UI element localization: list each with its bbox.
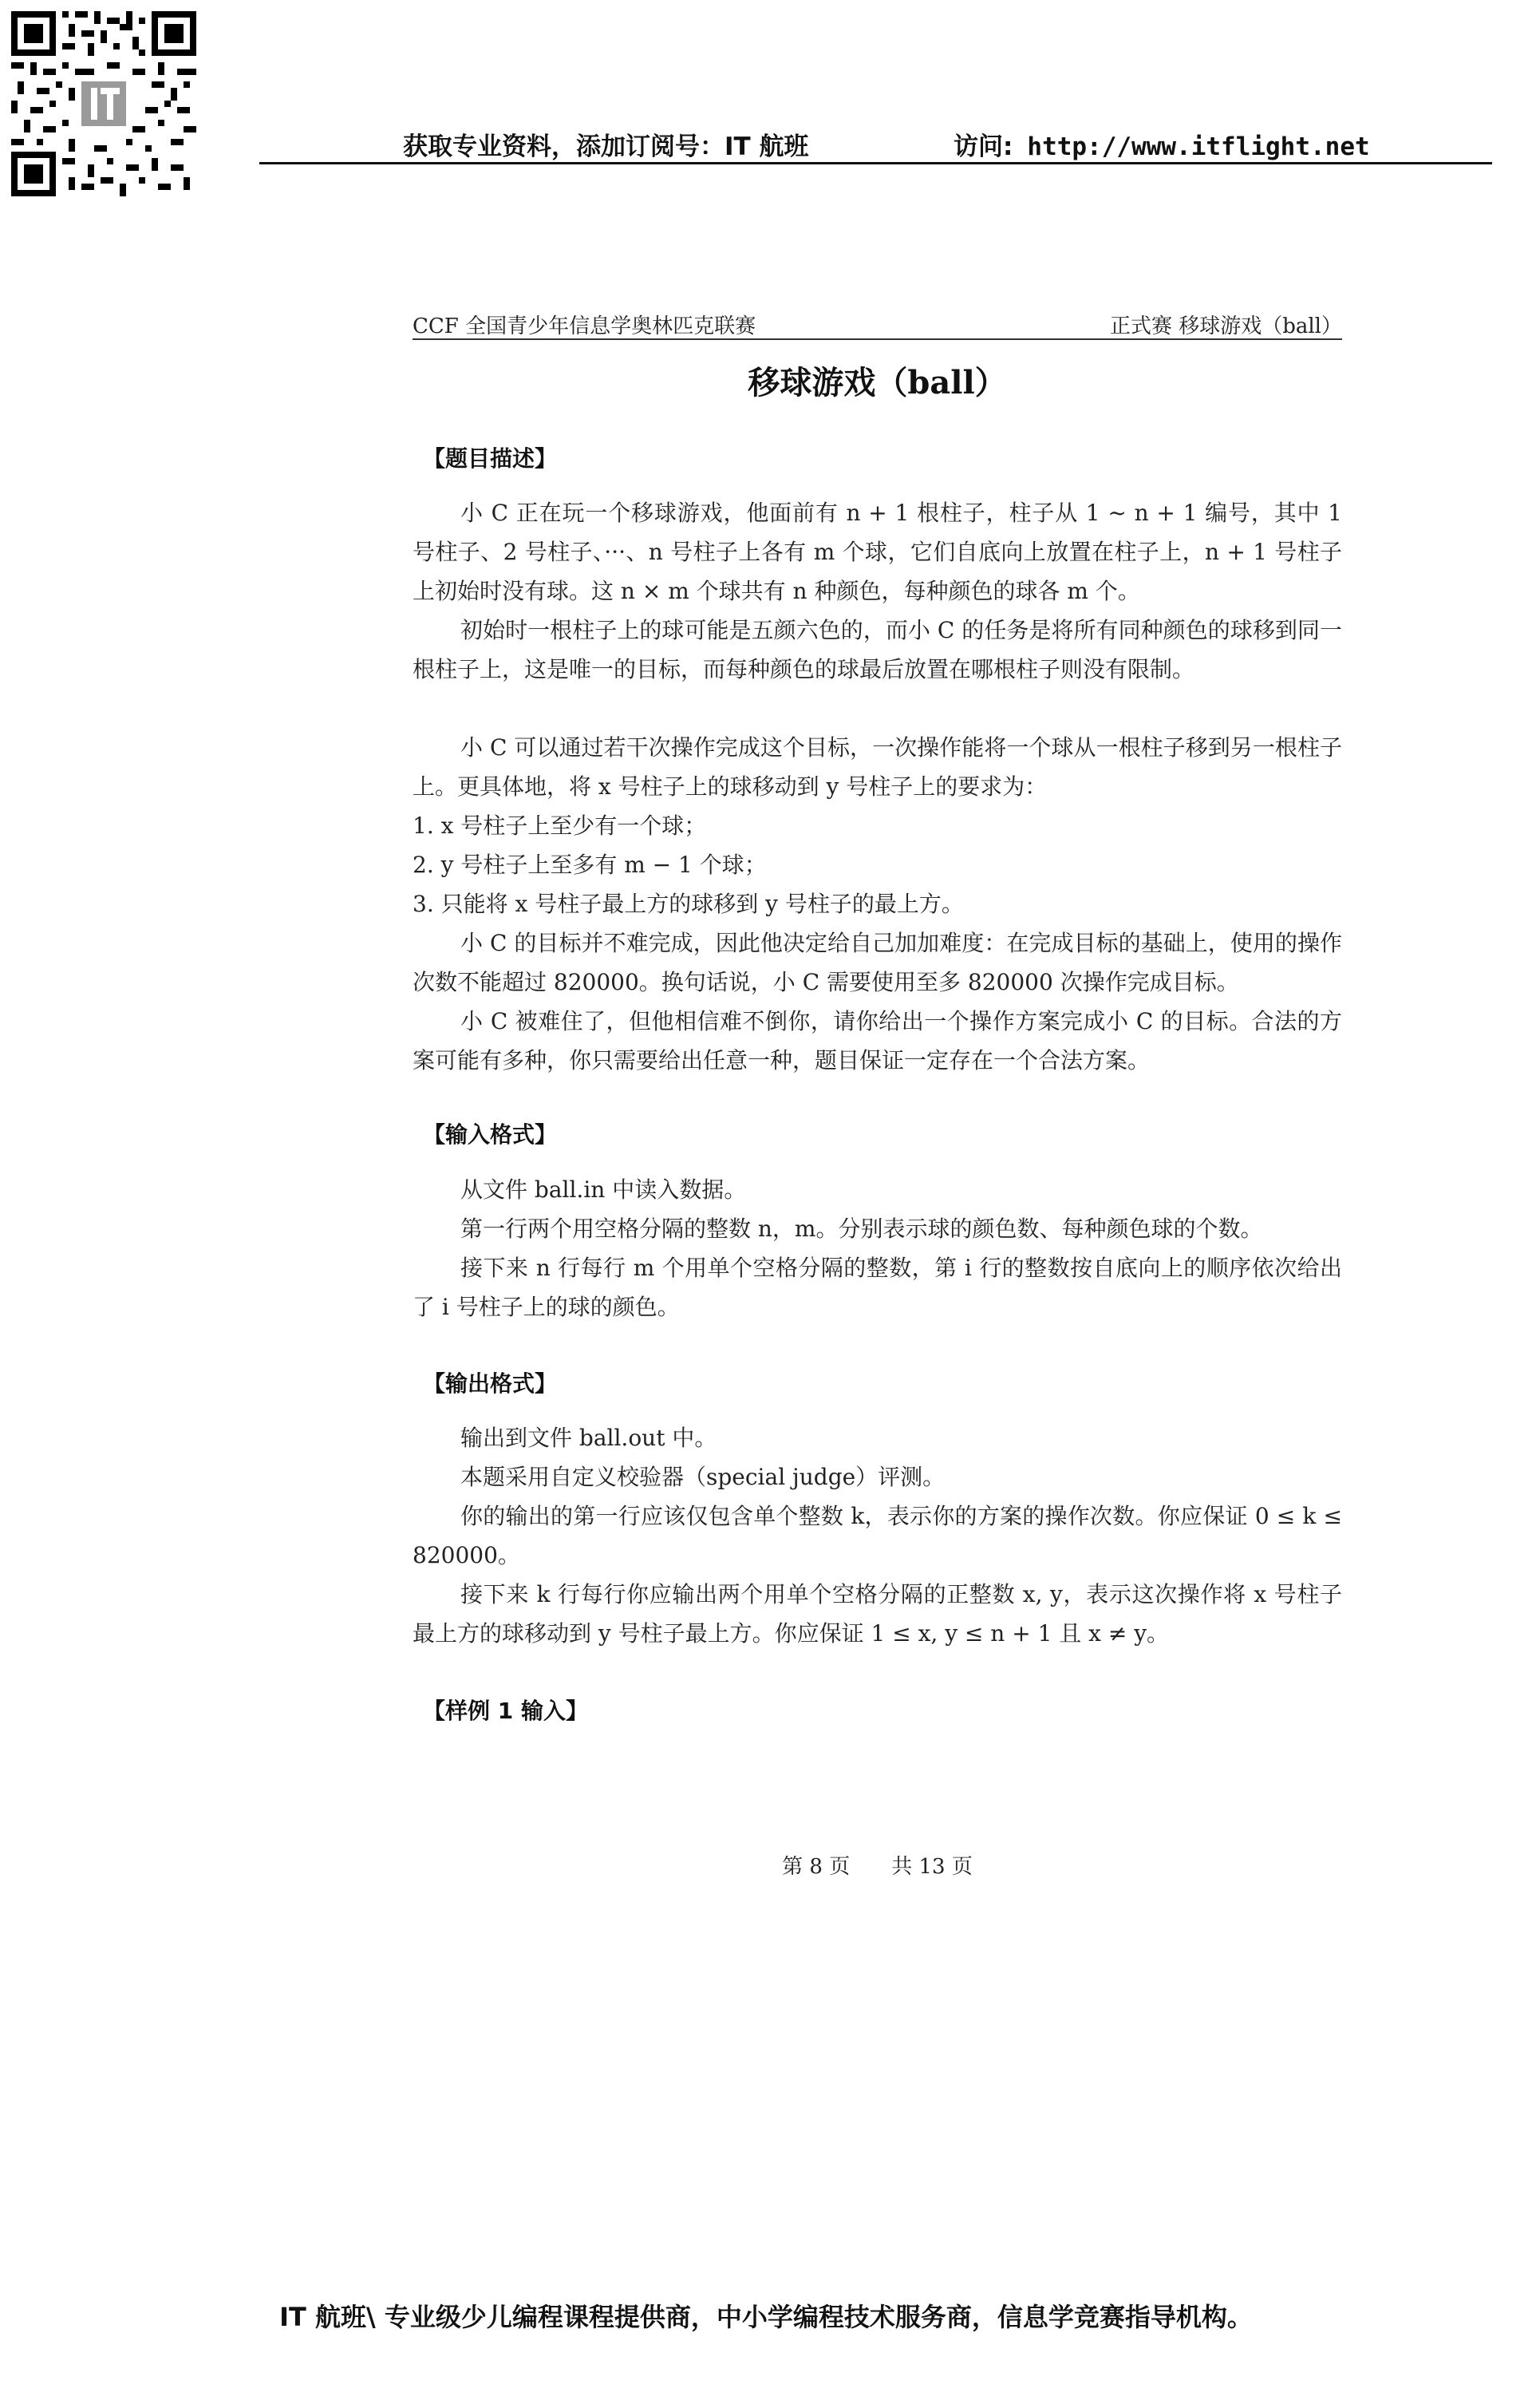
description-paragraph: 小 C 的目标并不难完成，因此他决定给自己加加难度：在完成目标的基础上，使用的操作次数不能超过 820000。换句话说，小 C 需要使用至多 820000 次操作完成目标。 <box>413 930 1342 995</box>
description-paragraph: 小 C 正在玩一个移球游戏，他面前有 n + 1 根柱子，柱子从 1 ~ n + 1 编号，其中 1 号柱子、2 号柱子、···、n 号柱子上各有 m 个球，它们自底向上放置在柱子上，n + 1 号柱子上初始时没有球。这 n × m 个球共有 n 种颜色，每种颜色的球各 m 个。 <box>413 500 1342 604</box>
promo-visit <box>954 126 1370 162</box>
output-heading: 【输出格式】 <box>423 1370 558 1397</box>
output-paragraph: 输出到文件 ball.out 中。 <box>460 1425 717 1451</box>
description-heading: 【题目描述】 <box>423 445 558 472</box>
page-number: 第 8 页 共 13 页 <box>782 1855 973 1879</box>
qr-code <box>11 11 196 196</box>
input-paragraph: 第一行两个用空格分隔的整数 n，m。分别表示球的颜色数、每种颜色球的个数。 <box>460 1216 1263 1242</box>
rule-item: 3. 只能将 x 号柱子最上方的球移到 y 号柱子的最上方。 <box>413 891 964 917</box>
running-header-divider <box>413 338 1342 340</box>
rule-item: 2. y 号柱子上至多有 m − 1 个球； <box>413 852 767 878</box>
promo-divider <box>259 162 1492 164</box>
description-paragraph: 初始时一根柱子上的球可能是五颜六色的，而小 C 的任务是将所有同种颜色的球移到同一根柱子上，这是唯一的目标，而每种颜色的球最后放置在哪根柱子则没有限制。 <box>413 617 1342 682</box>
description-paragraph: 小 C 被难住了，但他相信难不倒你，请你给出一个操作方案完成小 C 的目标。合法的方案可能有多种，你只需要给出任意一种，题目保证一定存在一个合法方案。 <box>413 1008 1342 1074</box>
running-header-left: CCF 全国青少年信息学奥林匹克联赛 <box>413 314 756 338</box>
description-paragraph: 小 C 可以通过若干次操作完成这个目标，一次操作能将一个球从一根柱子移到另一根柱子上。更具体地，将 x 号柱子上的球移动到 y 号柱子上的要求为： <box>413 734 1342 800</box>
problem-title: 移球游戏（ball） <box>748 364 1007 401</box>
output-paragraph: 本题采用自定义校验器（special judge）评测。 <box>460 1464 946 1490</box>
promo-url-link[interactable]: http://www.itflight.net <box>1027 132 1370 161</box>
input-heading: 【输入格式】 <box>423 1121 558 1148</box>
running-header-right: 正式赛 移球游戏（ball） <box>1109 314 1342 338</box>
input-paragraph: 从文件 ball.in 中读入数据。 <box>460 1176 747 1203</box>
output-paragraph: 你的输出的第一行应该仅包含单个整数 k，表示你的方案的操作次数。你应保证 0 ≤ k ≤ 820000。 <box>413 1503 1342 1568</box>
rule-item: 1. x 号柱子上至少有一个球； <box>413 813 707 839</box>
promo-visit-label: 访问: <box>954 132 1013 161</box>
footer-tagline: IT 航班\ 专业级少儿编程课程提供商，中小学编程技术服务商，信息学竞赛指导机构。 <box>279 2302 1253 2332</box>
input-paragraph: 接下来 n 行每行 m 个用单个空格分隔的整数，第 i 行的整数按自底向上的顺序依次给出了 i 号柱子上的球的颜色。 <box>413 1255 1342 1320</box>
output-paragraph: 接下来 k 行每行你应输出两个用单个空格分隔的正整数 x, y，表示这次操作将 x 号柱子最上方的球移动到 y 号柱子最上方。你应保证 1 ≤ x, y ≤ n + 1 且 x ≠ y。 <box>413 1581 1342 1647</box>
sample-input-heading: 【样例 1 输入】 <box>423 1698 588 1724</box>
promo-subscribe-text: 获取专业资料，添加订阅号：IT 航班 <box>403 132 809 161</box>
